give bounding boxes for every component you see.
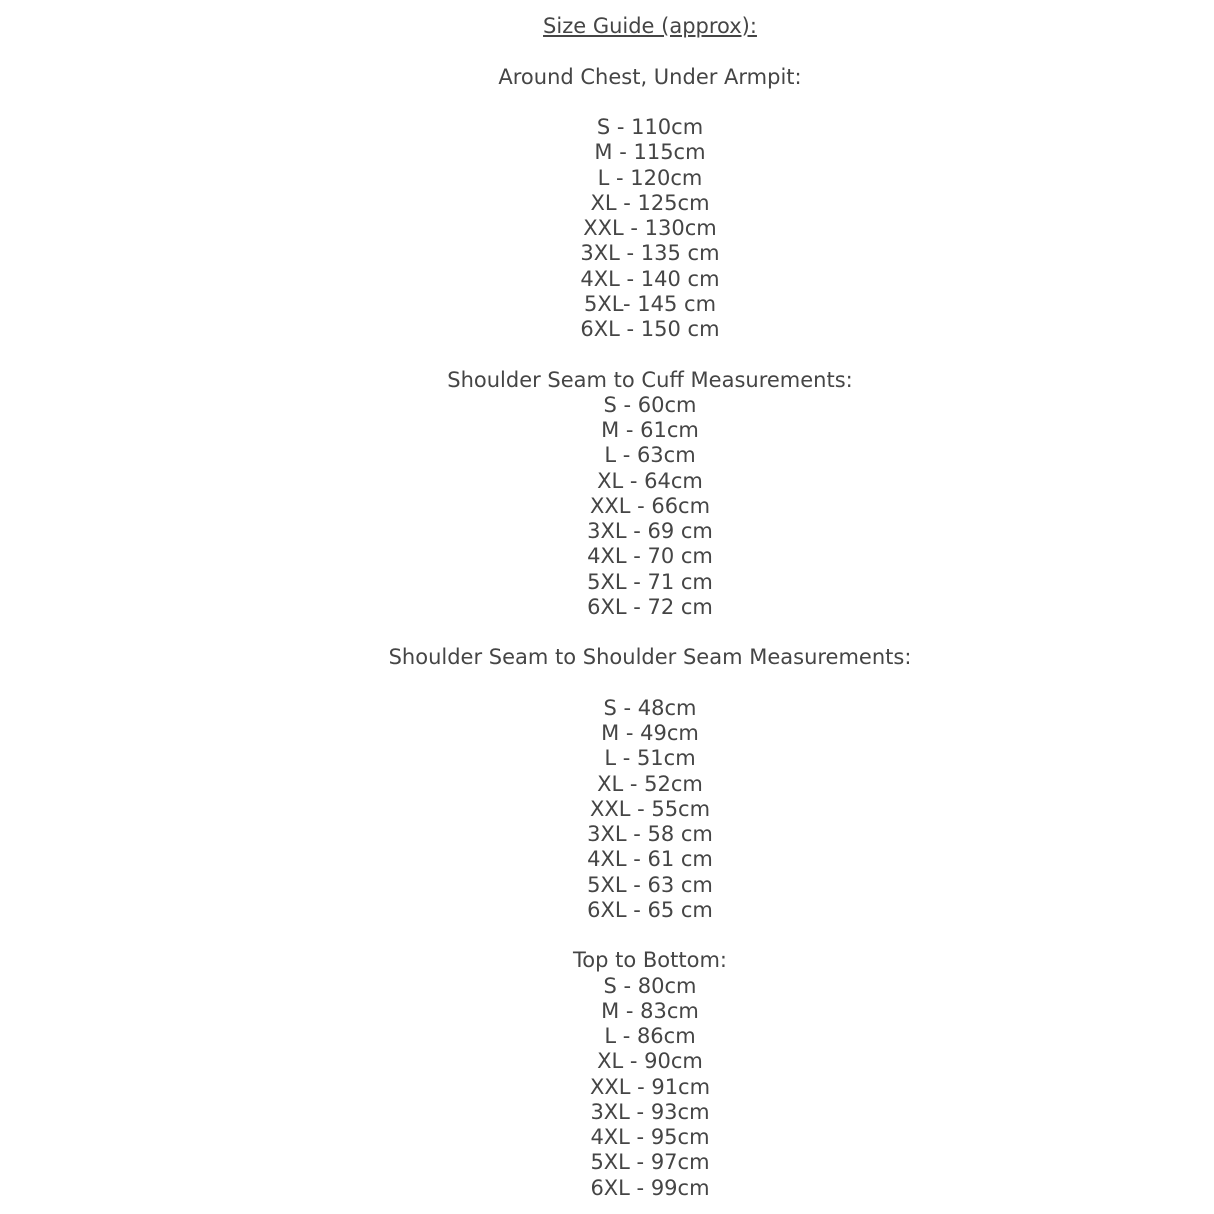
section-shoulder-to-shoulder (86, 645, 1214, 923)
size-item: S - 80cm (603, 973, 697, 998)
size-item: M - 61cm (601, 418, 699, 442)
size-item: L - 51cm (604, 746, 696, 771)
size-item: XXL - 130cm (583, 216, 717, 240)
size-item: 4XL - 70 cm (587, 544, 713, 569)
size-item: 6XL - 65 cm (587, 897, 713, 922)
size-item: 4XL - 140 cm (580, 266, 720, 291)
size-item: 5XL - 97cm (590, 1150, 710, 1175)
size-item: L - 63cm (604, 443, 696, 468)
size-item: XL - 90cm (597, 1049, 703, 1074)
section-top-to-bottom (86, 948, 1214, 1201)
size-item: 4XL - 61 cm (587, 847, 713, 872)
size-item: 5XL - 71 cm (587, 569, 713, 594)
size-item: XL - 64cm (597, 468, 703, 493)
size-item: S - 110cm (596, 115, 704, 139)
size-item: 3XL - 93cm (590, 1099, 710, 1124)
size-item: 6XL - 150 cm (580, 317, 720, 341)
page-title: Size Guide (approx): (543, 14, 757, 38)
size-item: XXL - 55cm (589, 796, 711, 821)
size-item: 3XL - 58 cm (587, 822, 713, 846)
section-heading-shoulder-to-cuff: Shoulder Seam to Cuff Measurements: (447, 367, 853, 392)
section-heading-around-chest: Around Chest, Under Armpit: (498, 64, 802, 89)
section-around-chest (86, 65, 1214, 343)
size-item: 4XL - 95cm (590, 1125, 710, 1149)
size-item: XXL - 91cm (589, 1074, 711, 1099)
size-item: 5XL - 63 cm (587, 872, 713, 897)
size-item: M - 83cm (601, 998, 699, 1023)
size-item: L - 86cm (604, 1024, 696, 1048)
size-item: XL - 52cm (597, 771, 703, 796)
size-item: L - 120cm (597, 165, 703, 190)
size-item: S - 60cm (603, 392, 697, 417)
size-item: 3XL - 69 cm (587, 519, 713, 543)
size-item: XL - 125cm (590, 190, 710, 215)
section-shoulder-to-cuff (86, 368, 1214, 621)
size-item: 6XL - 99cm (590, 1175, 710, 1200)
section-heading-top-to-bottom: Top to Bottom: (573, 948, 727, 973)
size-item: S - 48cm (603, 695, 697, 720)
size-item: 3XL - 135 cm (580, 241, 720, 266)
size-item: M - 115cm (594, 140, 706, 165)
size-item: M - 49cm (601, 721, 699, 745)
section-heading-shoulder-to-shoulder: Shoulder Seam to Shoulder Seam Measurements: (388, 645, 912, 670)
size-item: 5XL- 145 cm (583, 291, 717, 316)
size-item: 6XL - 72 cm (587, 594, 713, 619)
size-item: XXL - 66cm (589, 493, 711, 518)
